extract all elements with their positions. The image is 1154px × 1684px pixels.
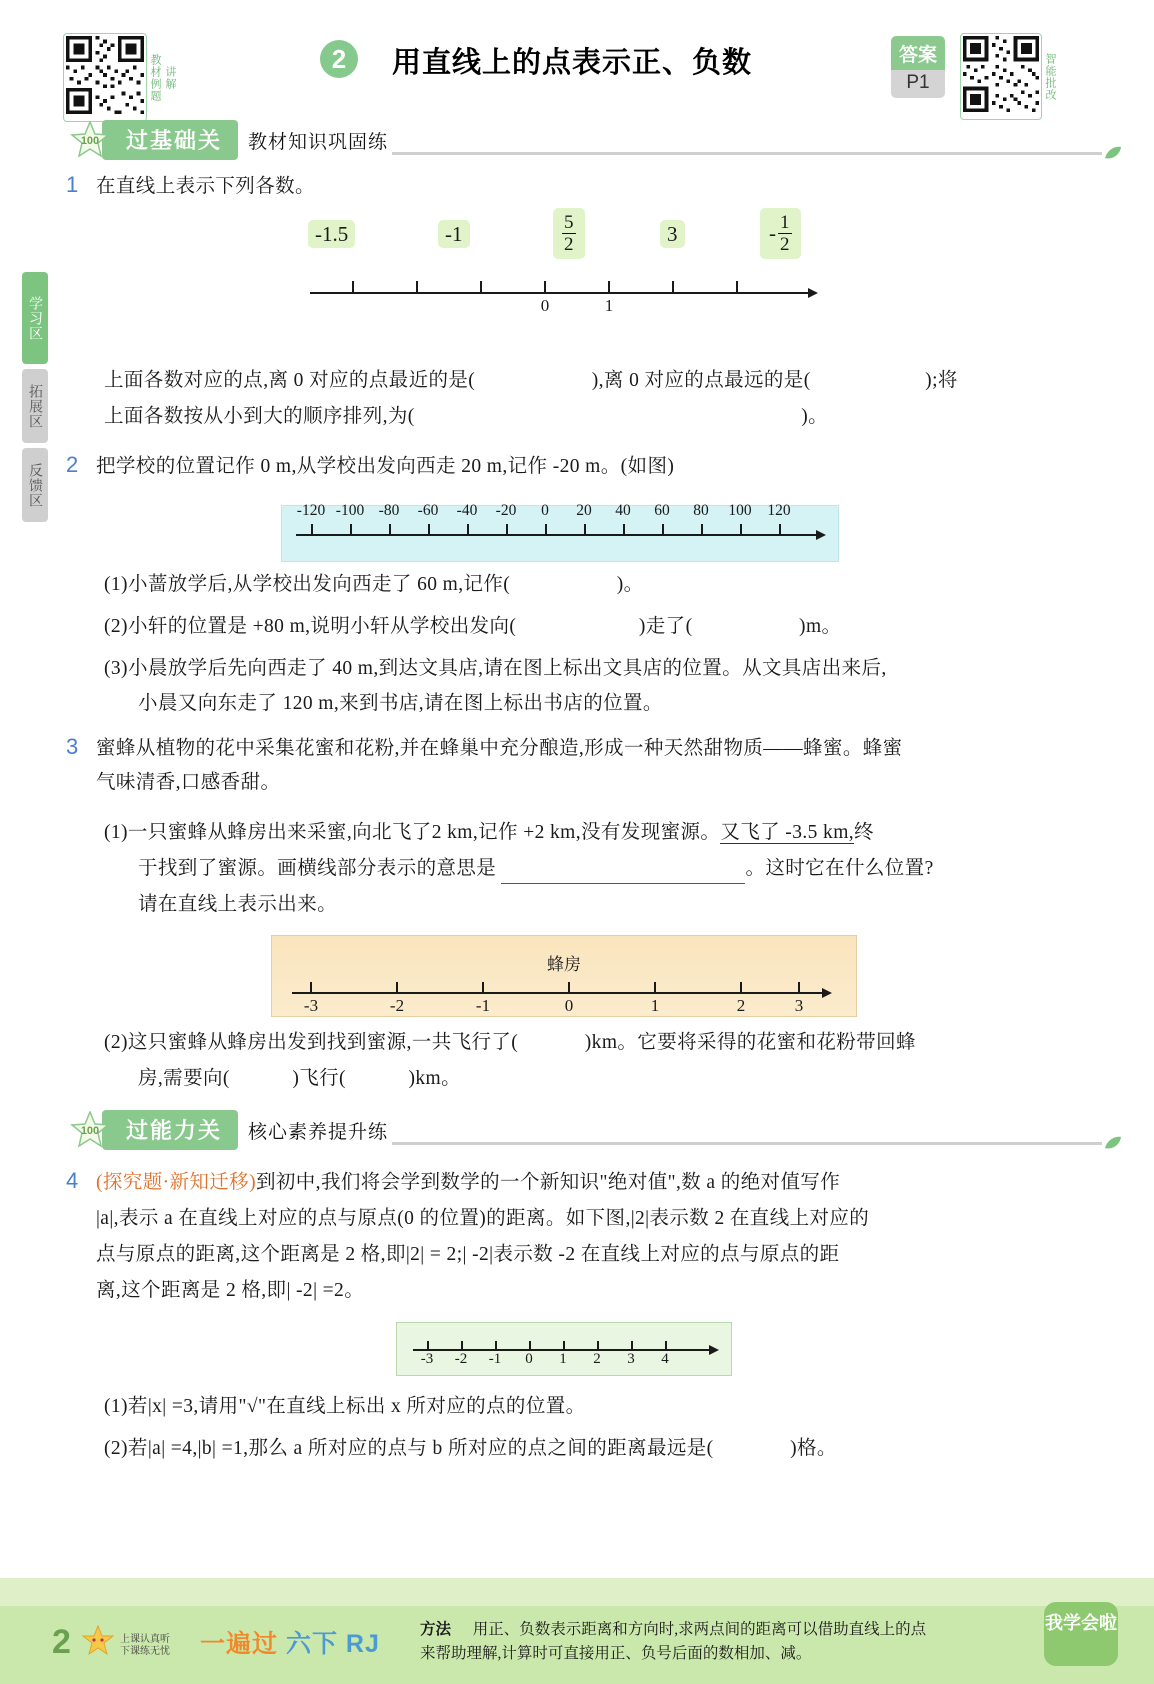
q3-stem-line1: 蜜蜂从植物的花中采集花蜜和花粉,并在蜂巢中充分酿造,形成一种天然甜物质——蜂蜜。蜂蜜 [96, 738, 903, 759]
q3-tick [310, 982, 312, 992]
qr-right-group[interactable] [960, 33, 1056, 120]
q2-axis-label-2: -80 [378, 502, 400, 519]
answer-badge-page: P1 [891, 70, 945, 98]
star-svg [70, 121, 110, 159]
section-banner-basics [70, 120, 388, 160]
q2-axis-label-4: -40 [456, 502, 478, 519]
q2-axis-label-3: -60 [417, 502, 439, 519]
question-2-number: 2 [66, 452, 79, 477]
q1-value-2-fraction [562, 213, 576, 254]
q4-axis-label-2: -1 [488, 1351, 502, 1367]
qr-code-textbook-icon[interactable] [63, 33, 147, 122]
q4-number-line-panel [396, 1322, 732, 1376]
svg-text:100: 100 [80, 1125, 100, 1137]
q1-tick [352, 281, 354, 292]
q2-sub-3-label: (3) [104, 658, 128, 679]
q1-axis-label-1: 1 [604, 296, 614, 315]
q2-axis-label-1: -100 [335, 502, 365, 519]
q1-value-0 [308, 222, 355, 247]
q4-tick [427, 1341, 429, 1349]
q2-tick [779, 524, 781, 534]
q2-axis-label-12: 120 [767, 502, 791, 519]
q2-tick [740, 524, 742, 534]
q1-followup-2a: 上面各数按从小到大的顺序排列,为( [104, 406, 415, 427]
q1-value-2-denominator: 2 [564, 234, 574, 255]
q2-axis-label-0: -120 [296, 502, 326, 519]
section-banner-ability [70, 1110, 388, 1150]
q2-sub-1-label: (1) [104, 574, 128, 595]
q3-part1-line2-a: 于找到了蜜源。画横线部分表示的意思是 [138, 858, 497, 879]
q1-value-3 [660, 222, 685, 247]
q2-axis-line [296, 534, 818, 536]
q4-tag: (探究题·新知迁移) [96, 1172, 256, 1193]
q1-followup-1a: 上面各数对应的点,离 0 对应的点最近的是( [104, 370, 476, 391]
q1-value-4-denominator: 2 [780, 234, 790, 255]
side-tab-group [22, 272, 48, 527]
q4-line3: 点与原点的距离,这个距离是 2 格,即|2| = 2;| -2|表示数 -2 在直线上对应的点与原点的距 [96, 1244, 840, 1265]
q3-axis-caption: 蜂房 [547, 955, 581, 974]
qr-left-group[interactable] [63, 33, 176, 122]
q1-value-4-sign: - [769, 221, 776, 245]
section-divider-2 [392, 1142, 1102, 1145]
footer-brand [200, 1624, 380, 1660]
q3-part1-line1 [104, 818, 874, 848]
q3-tick [654, 982, 656, 992]
section-pill-label-2: 过能力关 [102, 1110, 238, 1150]
q3-tick [482, 982, 484, 992]
method-line2: 来帮助理解,计算时可直接用正、负号后面的数相加、减。 [420, 1645, 812, 1662]
q4-axis-label-3: 0 [525, 1351, 533, 1367]
q1-followup-line1 [104, 366, 958, 396]
qr-left-caption-2: 讲解 [164, 65, 176, 90]
qr-svg [66, 36, 144, 114]
q3-tick [396, 982, 398, 992]
q4-axis-label-5: 2 [593, 1351, 601, 1367]
q3-tick [568, 982, 570, 992]
section-pill-label: 过基础关 [102, 120, 238, 160]
q2-sub-3-line2: 小晨又向东走了 120 m,来到书店,请在图上标出书店的位置。 [138, 693, 663, 714]
footer-page-number: 2 [52, 1623, 71, 1661]
q4-line2: |a|,表示 a 在直线上对应的点与原点(0 的位置)的距离。如下图,|2|表示数 2 在直线上对应的 [96, 1208, 870, 1229]
q1-tick [544, 281, 546, 292]
q4-axis-arrow-icon [709, 1345, 719, 1355]
q3-part2-line2-b: )飞行( [292, 1068, 346, 1089]
q3-part2-line1 [104, 1028, 916, 1058]
section-divider [392, 152, 1102, 155]
q2-axis-arrow-icon [816, 530, 826, 540]
star-100-icon [70, 121, 110, 159]
lesson-number-badge: 2 [320, 40, 358, 78]
q3-axis-arrow-icon [822, 988, 832, 998]
q2-axis-label-11: 100 [728, 502, 752, 519]
q4-sub-2-b: )格。 [790, 1438, 837, 1459]
q2-axis-label-9: 60 [654, 502, 670, 519]
q1-value-4 [760, 208, 801, 259]
q1-tick [672, 281, 674, 292]
q3-part1-line2 [138, 854, 934, 884]
q1-tick [480, 281, 482, 292]
q4-sub-1: (1)若|x| =3,请用"√"在直线上标出 x 所对应的点的位置。 [104, 1396, 586, 1417]
q2-sub-1-b: )。 [616, 574, 644, 595]
q3-part2-line1-b: )km。它要将采得的花蜜和花粉带回蜂 [584, 1032, 916, 1053]
q2-tick [545, 524, 547, 534]
question-3-number: 3 [66, 734, 79, 759]
q3-part1-underlined-text: 又飞了 -3.5 km, [720, 822, 855, 843]
answer-badge-label: 答案 [891, 36, 945, 70]
q2-axis-label-7: 20 [576, 502, 592, 519]
leaf-icon-2 [1104, 1136, 1120, 1148]
q3-part2-line2-a: 房,需要向( [138, 1068, 230, 1089]
q2-sub-2-b: )走了( [638, 616, 693, 637]
q3-part1-line3: 请在直线上表示出来。 [138, 894, 338, 915]
q1-value-3-label: 3 [660, 220, 685, 248]
footer-tagline-line1: 上课认真听 [120, 1634, 170, 1645]
q2-tick [584, 524, 586, 534]
q1-tick [736, 281, 738, 292]
q1-value-2 [553, 208, 585, 259]
q3-part2-line1-a: (2)这只蜜蜂从蜂房出发到找到蜜源,一共飞行了( [104, 1032, 519, 1053]
q2-axis-label-8: 40 [615, 502, 631, 519]
q2-tick [467, 524, 469, 534]
q2-sub-2-a: 小轩的位置是 +80 m,说明小轩从学校出发向( [127, 616, 517, 637]
q4-axis-label-6: 3 [627, 1351, 635, 1367]
q3-part1-line2-b: 。这时它在什么位置? [745, 858, 934, 879]
q4-tick [461, 1341, 463, 1349]
q2-tick [662, 524, 664, 534]
q2-axis-label-6: 0 [541, 502, 549, 519]
q2-tick [623, 524, 625, 534]
q4-sub-2 [104, 1434, 837, 1464]
q3-axis-label-0: -3 [303, 996, 319, 1015]
q1-tick [608, 281, 610, 292]
star-100-icon-2 [70, 1111, 110, 1149]
q2-tick [506, 524, 508, 534]
svg-text:100: 100 [80, 135, 100, 147]
footer-tagline-line2: 下课练无忧 [120, 1646, 170, 1657]
side-tab-feedback[interactable]: 反馈区 [22, 448, 48, 522]
q4-tick [529, 1341, 531, 1349]
method-label: 方法 [420, 1621, 452, 1638]
section-sub-label-2: 核心素养提升练 [248, 1121, 389, 1143]
q3-tick [740, 982, 742, 992]
q2-axis-label-5: -20 [495, 502, 517, 519]
footer-brand-b: 六下 RJ [285, 1630, 380, 1658]
q4-line1-text: 到初中,我们将会学到数学的一个新知识"绝对值",数 a 的绝对值写作 [255, 1172, 841, 1193]
q1-axis-label-0: 0 [540, 296, 550, 315]
q4-line4: 离,这个距离是 2 格,即| -2| =2。 [96, 1280, 365, 1301]
q3-number-line-panel [271, 935, 857, 1017]
q4-axis-label-0: -3 [420, 1351, 434, 1367]
q1-followup-line2 [104, 402, 828, 432]
q3-axis-label-4: 1 [650, 996, 660, 1015]
q2-tick [389, 524, 391, 534]
question-1-number: 1 [66, 172, 79, 197]
q1-value-1 [438, 222, 470, 247]
q4-axis-label-7: 4 [661, 1351, 669, 1367]
q3-axis-label-5: 2 [736, 996, 746, 1015]
q2-tick [311, 524, 313, 534]
footer-star-icon [82, 1625, 114, 1662]
q2-tick [701, 524, 703, 534]
q4-tick [563, 1341, 565, 1349]
q1-value-4-numerator: 1 [780, 212, 790, 233]
question-2-stem: 把学校的位置记作 0 m,从学校出发向西走 20 m,记作 -20 m。(如图) [96, 456, 675, 477]
q3-axis-label-3: 0 [564, 996, 574, 1015]
q1-axis-arrow-icon [808, 288, 818, 298]
q3-tick [798, 982, 800, 992]
q2-sub-1-a: 小蔷放学后,从学校出发向西走了 60 m,记作( [127, 574, 511, 595]
answer-page-badge[interactable] [891, 36, 945, 98]
q2-axis-label-10: 80 [693, 502, 709, 519]
q4-axis-label-4: 1 [559, 1351, 567, 1367]
q4-axis-label-1: -2 [454, 1351, 468, 1367]
q3-stem-line2: 气味清香,口感香甜。 [96, 772, 281, 793]
qr-svg-2 [963, 36, 1039, 112]
q2-tick [350, 524, 352, 534]
q3-axis-label-2: -1 [475, 996, 491, 1015]
q1-tick [416, 281, 418, 292]
leaf-icon [1104, 146, 1120, 158]
q1-value-0-label: -1.5 [308, 220, 355, 248]
q4-line1 [96, 1168, 840, 1198]
q4-tick [665, 1341, 667, 1349]
question-1-stem: 在直线上表示下列各数。 [96, 176, 315, 197]
question-4-number: 4 [66, 1168, 79, 1193]
q1-followup-2b: )。 [801, 406, 829, 427]
q3-part2-line2-c: )km。 [408, 1068, 462, 1089]
q3-part1-line1-b: 终 [854, 822, 874, 843]
qr-left-caption: 教材例题 [149, 53, 161, 102]
q1-followup-1c: );将 [925, 370, 958, 391]
q3-axis-label-1: -2 [389, 996, 405, 1015]
q3-answer-blank[interactable] [501, 861, 745, 884]
q3-part1-line1-a: (1)一只蜜蜂从蜂房出来采蜜,向北飞了2 km,记作 +2 km,没有发现蜜源。 [104, 822, 721, 843]
qr-code-smart-grading-icon[interactable] [960, 33, 1042, 120]
footer-brand-a: 一遍过 [200, 1630, 279, 1658]
q3-axis-line [292, 992, 824, 994]
q3-axis-label-6: 3 [794, 996, 804, 1015]
star-svg-2 [70, 1111, 110, 1149]
q3-part2-line2 [138, 1064, 461, 1094]
q4-sub-2-a: (2)若|a| =4,|b| =1,那么 a 所对应的点与 b 所对应的点之间的距离最远是( [104, 1438, 714, 1459]
q2-tick [428, 524, 430, 534]
page-title: 用直线上的点表示正、负数 [392, 47, 753, 79]
side-tab-extend[interactable]: 拓展区 [22, 369, 48, 443]
q1-value-2-numerator: 5 [564, 212, 574, 233]
method-line1: 用正、负数表示距离和方向时,求两点间的距离可以借助直线上的点 [472, 1621, 927, 1638]
side-tab-study[interactable]: 学习区 [22, 272, 48, 364]
footer-tagline [120, 1634, 170, 1658]
q2-sub-2 [104, 612, 841, 642]
footer-method-note [420, 1618, 1000, 1666]
qr-right-caption: 智能批改 [1044, 52, 1056, 101]
q2-sub-1 [104, 570, 644, 600]
page-footer [0, 1564, 1154, 1684]
section-sub-label: 教材知识巩固练 [248, 131, 389, 153]
q2-sub-3-a: 小晨放学后先向西走了 40 m,到达文具店,请在图上标出文具店的位置。从文具店出来后, [127, 658, 887, 679]
q1-axis-line [310, 292, 810, 294]
footer-stamp: 我学会啦 [1044, 1602, 1118, 1666]
q1-value-4-fraction [778, 213, 792, 254]
q2-number-line-panel [281, 502, 839, 562]
q1-followup-1b: ),离 0 对应的点最远的是( [591, 370, 811, 391]
q4-tick [631, 1341, 633, 1349]
q2-sub-2-c: )m。 [799, 616, 842, 637]
q1-value-1-label: -1 [438, 220, 470, 248]
q2-sub-2-label: (2) [104, 616, 128, 637]
q4-tick [495, 1341, 497, 1349]
q4-tick [597, 1341, 599, 1349]
q2-sub-3-line1 [104, 654, 887, 684]
